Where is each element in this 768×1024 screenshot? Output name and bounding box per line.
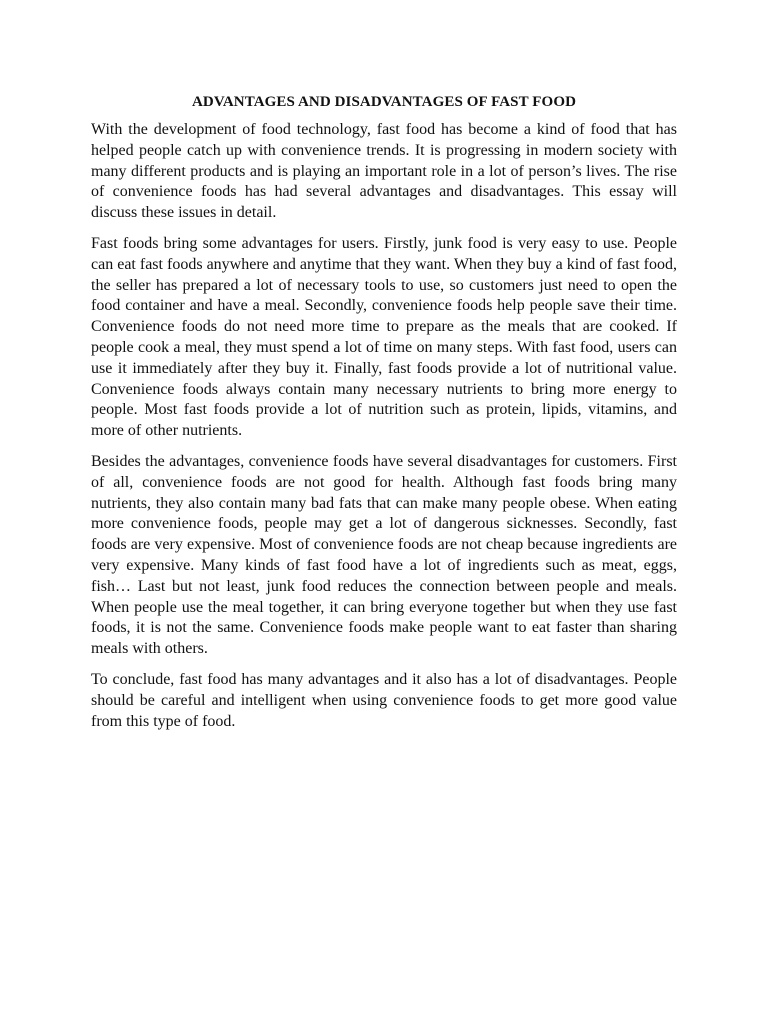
paragraph-conclusion: To conclude, fast food has many advantages and it also has a lot of disadvantages. People should be careful and intelligent when using convenience foods to get more good value from this type of food.	[91, 670, 677, 730]
paragraph-advantages: Fast foods bring some advantages for users. Firstly, junk food is very easy to use. People can eat fast foods anywhere and anytime that they want. When they buy a kind of fast food, the seller has prepared a lot of necessary tools to use, so customers just need to open the food container and have a meal. Secondly, convenience foods help people save their time. Convenience foods do not need more time to prepare as the meals that are cooked. If people cook a meal, they must spend a lot of time on many steps. With fast food, users can use it immediately after they buy it. Finally, fast foods provide a lot of nutritional value. Convenience foods always contain many necessary nutrients to bring more energy to people. Most fast foods provide a lot of nutrition such as protein, lipids, vitamins, and more of other nutrients.	[91, 234, 677, 440]
paragraph-introduction: With the development of food technology, fast food has become a kind of food that has helped people catch up with convenience trends. It is progressing in modern society with many different products and is playing an important role in a lot of person’s lives. The rise of convenience foods has had several advantages and disadvantages. This essay will discuss these issues in detail.	[91, 121, 677, 222]
document-page	[91, 92, 677, 742]
document-title: ADVANTAGES AND DISADVANTAGES OF FAST FOOD	[191, 94, 577, 110]
paragraph-disadvantages: Besides the advantages, convenience foods have several disadvantages for customers. First of all, convenience foods are not good for health. Although fast foods bring many nutrients, they also contain many bad fats that can make many people obese. When eating more convenience foods, people may get a lot of dangerous sicknesses. Secondly, fast foods are very expensive. Most of convenience foods are not cheap because ingredients are very expensive. Many kinds of fast food have a lot of ingredients such as meat, eggs, fish… Last but not least, junk food reduces the connection between people and meals. When people use the meal together, it can bring everyone together but when they use fast foods, it is not the same. Convenience foods make people want to eat faster than sharing meals with others.	[91, 452, 677, 658]
